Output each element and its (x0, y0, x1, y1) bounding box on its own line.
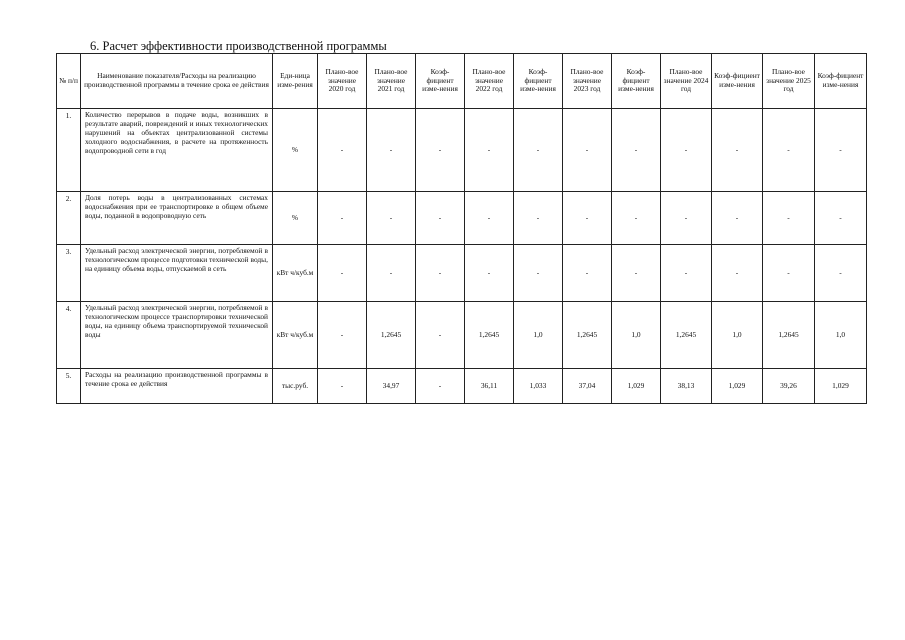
header-cell: № п/п (57, 54, 81, 109)
value-cell: - (712, 109, 763, 192)
value-cell: - (367, 192, 416, 245)
header-cell: Коэф-фициент изме-нения (416, 54, 465, 109)
value-cell: - (318, 192, 367, 245)
efficiency-table (56, 53, 867, 404)
header-cell: Плано-вое значение 2024 год (661, 54, 712, 109)
table-row (57, 302, 867, 369)
unit-cell: тыс.руб. (273, 369, 318, 404)
value-cell: - (416, 245, 465, 302)
value-cell: 37,04 (563, 369, 612, 404)
value-cell: - (815, 109, 867, 192)
value-cell: - (661, 109, 712, 192)
row-number: 4. (57, 302, 81, 369)
value-cell: 1,029 (612, 369, 661, 404)
indicator-name: Удельный расход электрической энергии, потребляемой в технологическом процессе подготовки технической воды, на единицу объема воды, отпускаемой в сеть (81, 245, 273, 302)
header-cell: Еди-ница изме-рения (273, 54, 318, 109)
indicator-name: Удельный расход электрической энергии, потребляемой в технологическом процессе транспортировки технической воды, на единицу объема транспортируемой технической воды (81, 302, 273, 369)
value-cell: - (712, 192, 763, 245)
row-number: 5. (57, 369, 81, 404)
value-cell: - (514, 109, 563, 192)
value-cell: - (661, 192, 712, 245)
unit-cell: кВт ч/куб.м (273, 245, 318, 302)
value-cell: - (318, 245, 367, 302)
header-cell: Плано-вое значение 2023 год (563, 54, 612, 109)
value-cell: - (612, 192, 661, 245)
value-cell: 1,033 (514, 369, 563, 404)
value-cell: - (367, 109, 416, 192)
value-cell: 1,029 (815, 369, 867, 404)
value-cell: 38,13 (661, 369, 712, 404)
value-cell: - (416, 192, 465, 245)
header-cell: Плано-вое значение 2022 год (465, 54, 514, 109)
value-cell: - (815, 192, 867, 245)
value-cell: 1,0 (712, 302, 763, 369)
header-cell: Плано-вое значение 2021 год (367, 54, 416, 109)
value-cell: 1,0 (612, 302, 661, 369)
row-number: 3. (57, 245, 81, 302)
header-cell: Коэф-фициент изме-нения (712, 54, 763, 109)
value-cell: 1,2645 (563, 302, 612, 369)
value-cell: - (763, 109, 815, 192)
value-cell: - (661, 245, 712, 302)
value-cell: - (465, 245, 514, 302)
header-cell: Наименование показателя/Расходы на реализацию производственной программы в течение срока ее действия (81, 54, 273, 109)
table-row (57, 109, 867, 192)
header-cell: Коэф-фициент изме-нения (815, 54, 867, 109)
unit-cell: кВт ч/куб.м (273, 302, 318, 369)
value-cell: - (763, 245, 815, 302)
unit-cell: % (273, 192, 318, 245)
value-cell: - (563, 192, 612, 245)
indicator-name: Количество перерывов в подаче воды, возникших в результате аварий, повреждений и иных технологических нарушений на объектах централизованной системы холодного водоснабжения, в расчете на протяженность водопроводной сети в год (81, 109, 273, 192)
value-cell: - (416, 369, 465, 404)
value-cell: 1,029 (712, 369, 763, 404)
value-cell: - (465, 192, 514, 245)
header-cell: Плано-вое значение 2025 год (763, 54, 815, 109)
value-cell: 1,0 (514, 302, 563, 369)
row-number: 2. (57, 192, 81, 245)
header-row (57, 54, 867, 109)
value-cell: - (563, 245, 612, 302)
header-cell: Плано-вое значение 2020 год (318, 54, 367, 109)
value-cell: - (465, 109, 514, 192)
header-cell: Коэф-фициент изме-нения (514, 54, 563, 109)
table-row (57, 192, 867, 245)
value-cell: - (612, 245, 661, 302)
value-cell: 1,0 (815, 302, 867, 369)
value-cell: 36,11 (465, 369, 514, 404)
table-row (57, 245, 867, 302)
value-cell: - (416, 109, 465, 192)
value-cell: 1,2645 (367, 302, 416, 369)
value-cell: 1,2645 (763, 302, 815, 369)
value-cell: - (318, 369, 367, 404)
value-cell: - (815, 245, 867, 302)
value-cell: 1,2645 (661, 302, 712, 369)
value-cell: 34,97 (367, 369, 416, 404)
value-cell: - (514, 192, 563, 245)
indicator-name: Расходы на реализацию производственной программы в течение срока ее действия (81, 369, 273, 404)
value-cell: - (763, 192, 815, 245)
value-cell: - (563, 109, 612, 192)
value-cell: - (318, 109, 367, 192)
value-cell: 1,2645 (465, 302, 514, 369)
value-cell: - (514, 245, 563, 302)
value-cell: - (416, 302, 465, 369)
value-cell: - (712, 245, 763, 302)
indicator-name: Доля потерь воды в централизованных системах водоснабжения при ее транспортировке в общем объеме воды, поданной в водопроводную сеть (81, 192, 273, 245)
header-cell: Коэф-фициент изме-нения (612, 54, 661, 109)
value-cell: 39,26 (763, 369, 815, 404)
value-cell: - (612, 109, 661, 192)
value-cell: - (367, 245, 416, 302)
section-title: 6. Расчет эффективности производственной программы (90, 39, 387, 53)
unit-cell: % (273, 109, 318, 192)
value-cell: - (318, 302, 367, 369)
row-number: 1. (57, 109, 81, 192)
table-row (57, 369, 867, 404)
